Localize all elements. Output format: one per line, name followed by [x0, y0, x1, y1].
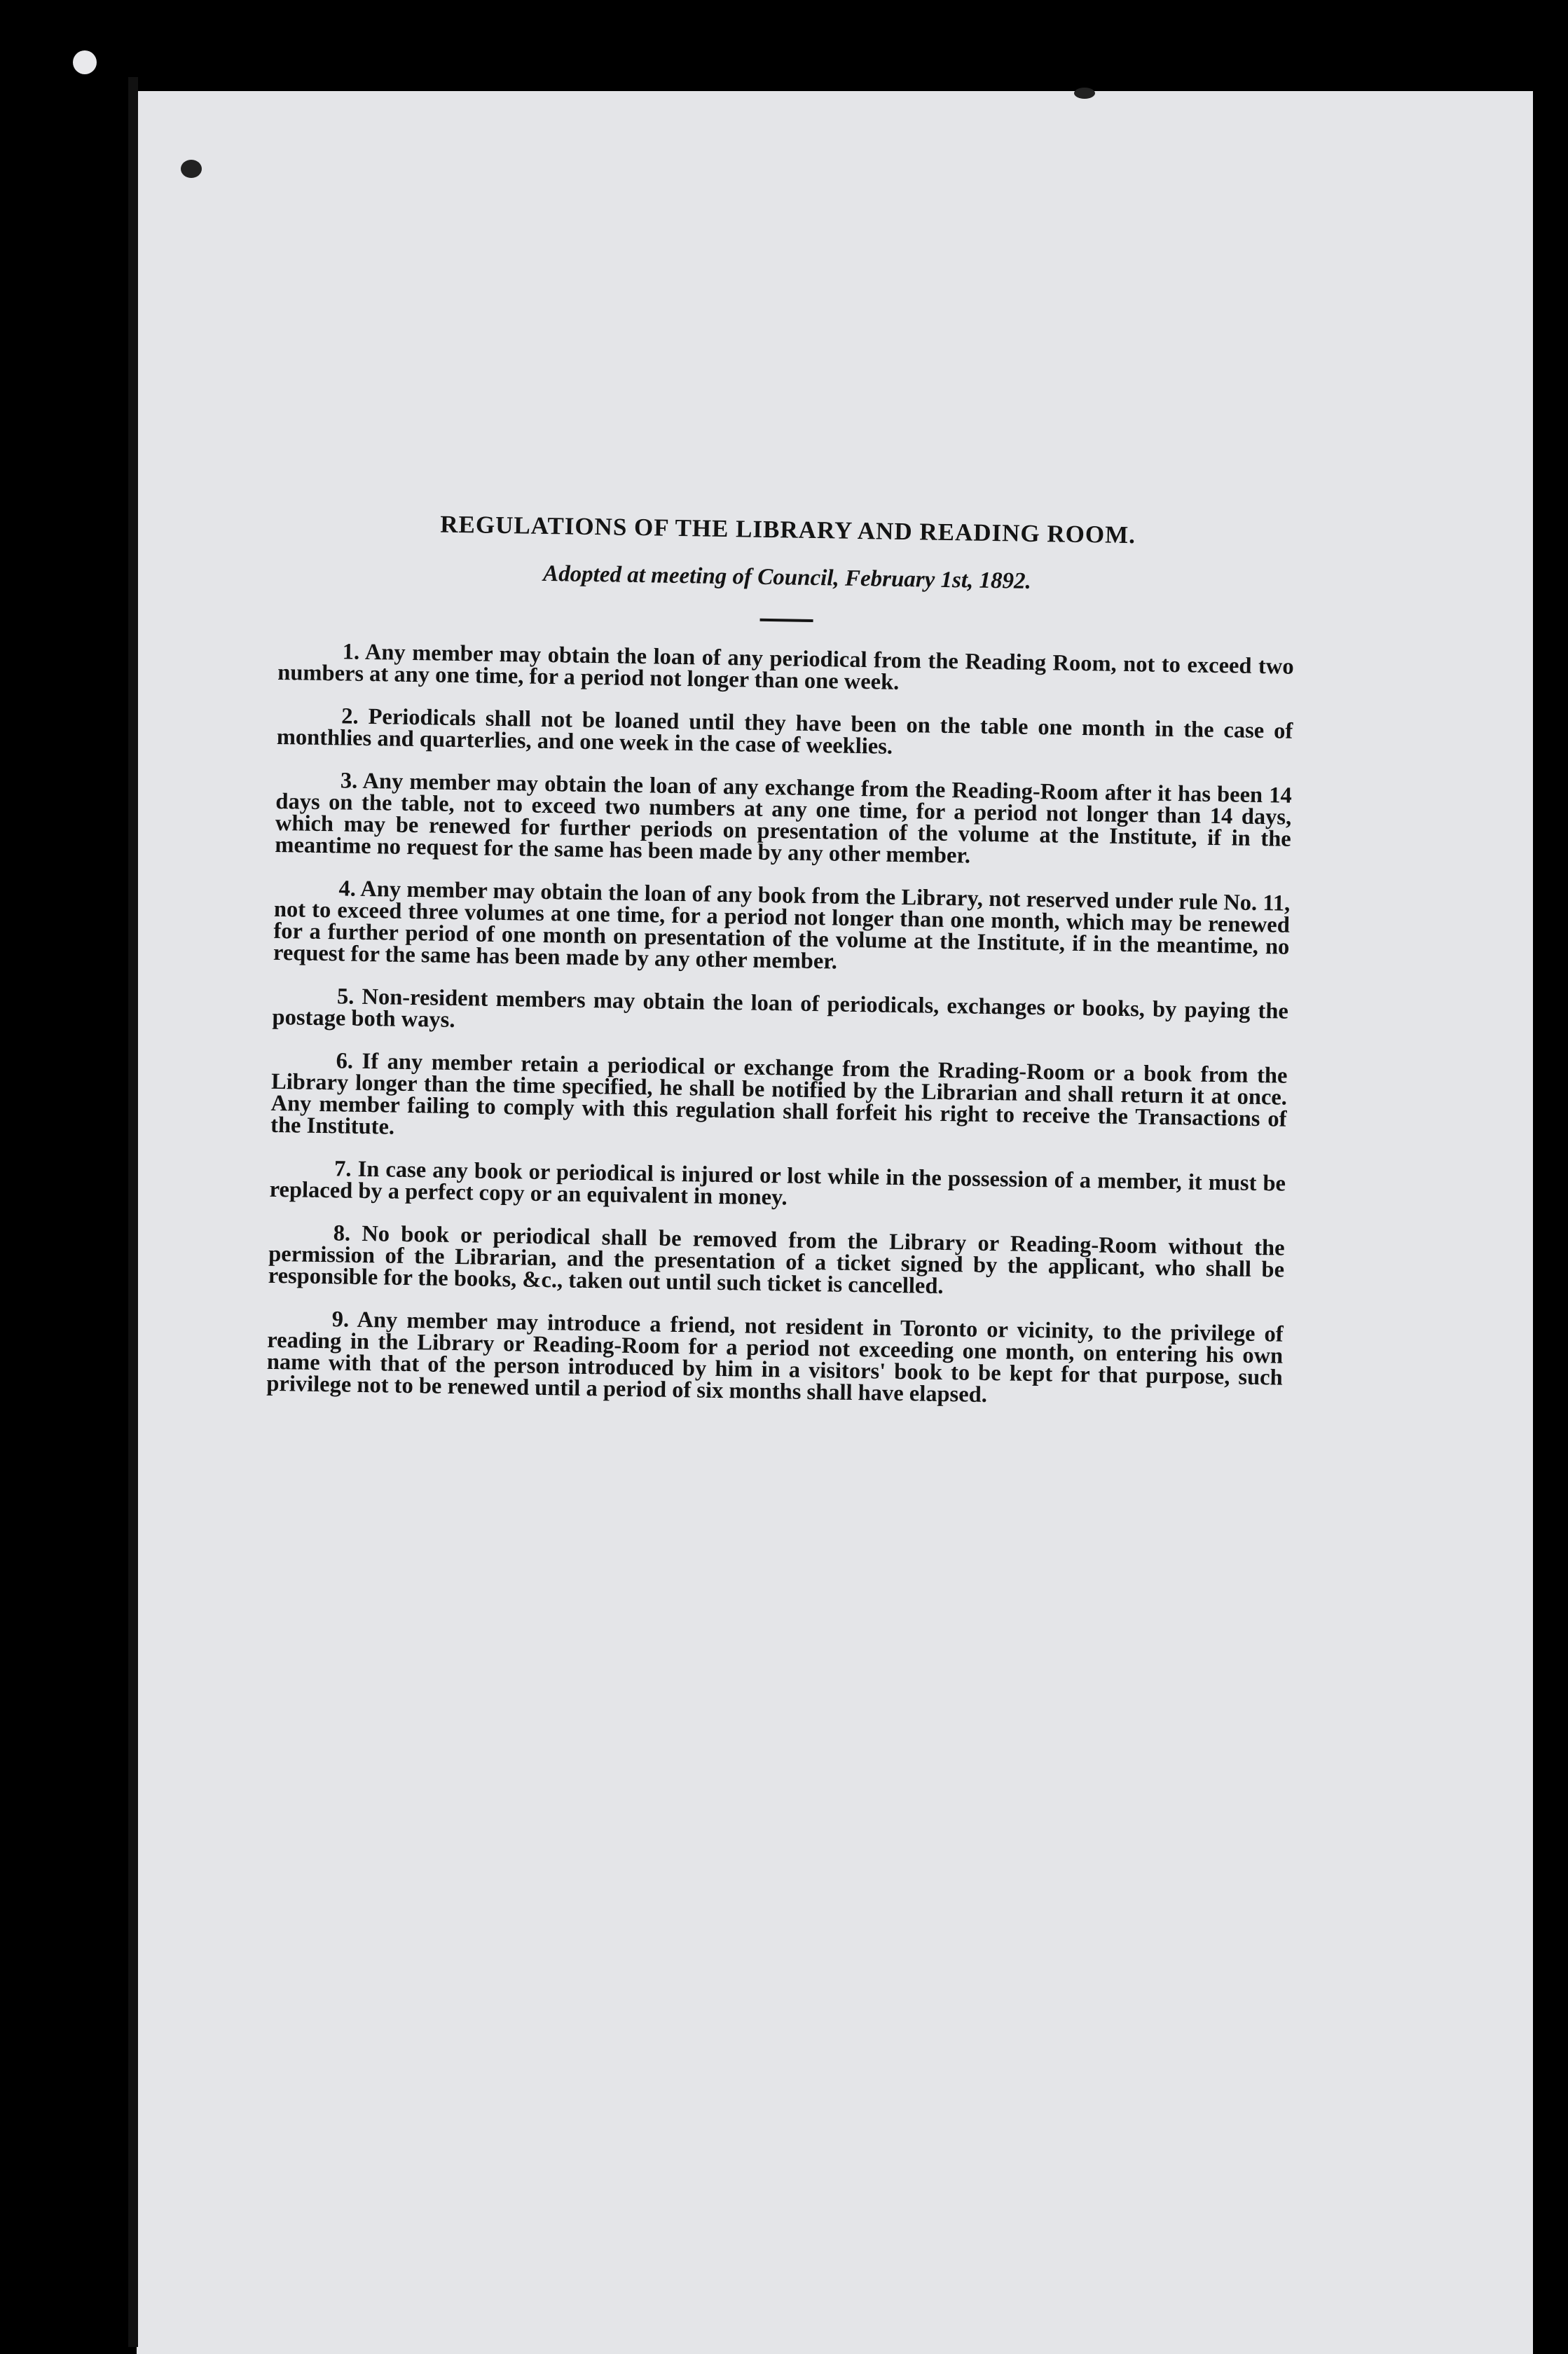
regulation-number: 9.: [331, 1307, 350, 1333]
regulation-item: [272, 985, 1288, 1045]
regulation-item: [275, 769, 1292, 872]
regulation-item: [268, 1222, 1285, 1303]
ink-speck: [181, 160, 202, 178]
regulation-text: Any member may obtain the loan of any periodical from the Reading Room, not to exceed two numbers at any one time, for a period not longer than one week.: [277, 639, 1294, 695]
regulation-number: 6.: [336, 1048, 354, 1074]
regulation-text: Periodicals shall not be loaned until they have been on the table one month in the case of monthlies and quarterlies, and one week in the case of weeklies.: [276, 704, 1293, 759]
regulation-text: If any member retain a periodical or exchange from the Rrading-Room or a book from the Library longer than the time specified, he shall be notified by the Librarian and shall return it at once. Any member failing to comply with this regulation shall forfeit his right to receive the Transactions of the Institute.: [270, 1048, 1288, 1140]
regulation-number: 7.: [333, 1156, 352, 1182]
regulation-item: [277, 705, 1293, 764]
adoption-note: Adopted at meeting of Council, February 1st, 1892.: [542, 560, 1032, 594]
regulation-number: 5.: [336, 984, 355, 1010]
regulation-text: No book or periodical shall be removed from the Library or Reading-Room without the permission of the Librarian, and the presentation of a ticket signed by the applicant, who shall be responsible for the books, &c., taken out until such ticket is cancelled.: [268, 1220, 1285, 1300]
regulation-number: 3.: [340, 768, 358, 794]
regulation-text: Any member may introduce a friend, not resident in Toronto or vicinity, to the privilege of reading in the Library or Reading-Room for a period not exceeding one month, on entering his own name with that of the person introduced by him in a visitors' book to be kept for that purpose, such privilege not to be renewed until a period of six months shall have elapsed.: [266, 1307, 1284, 1408]
scan-artifact-dot: [73, 50, 97, 74]
regulation-number: 2.: [341, 703, 359, 729]
page-binding-edge: [128, 77, 138, 2347]
regulation-text: Non-resident members may obtain the loan of periodicals, exchanges or books, by paying the postage both ways.: [272, 984, 1289, 1033]
regulation-item: [270, 1049, 1288, 1152]
regulation-number: 1.: [342, 639, 360, 665]
document-body: [266, 508, 1296, 1432]
regulation-text: Any member may obtain the loan of any book from the Library, not reserved under rule No. 11, not to exceed three volumes at one time, for a period not longer than one month, which may be renewed for a further period of one month on presentation of the volume at the Institute, if in the meantime, no request for the same has been made by any other member.: [273, 876, 1291, 975]
regulation-item: [269, 1157, 1286, 1217]
title-divider: [760, 619, 813, 622]
regulation-number: 8.: [333, 1220, 351, 1246]
regulation-text: In case any book or periodical is injured or lost while in the possession of a member, it must be replaced by a perfect copy or an equivalent in money.: [269, 1156, 1286, 1211]
regulation-item: [273, 877, 1291, 980]
regulation-item: [266, 1308, 1284, 1411]
regulation-number: 4.: [338, 876, 357, 902]
regulation-item: [277, 640, 1294, 700]
page-title: REGULATIONS OF THE LIBRARY AND READING ROOM.: [439, 510, 1136, 549]
ink-speck: [1074, 88, 1095, 99]
regulation-text: Any member may obtain the loan of any exchange from the Reading-Room after it has been 14 days on the table, not to exceed two numbers at any one time, for a period not longer than 14 days, which may be renewed for further periods on presentation of the volume at the Institute, if in the meantime no request for the same has been made by any other member.: [275, 768, 1293, 869]
